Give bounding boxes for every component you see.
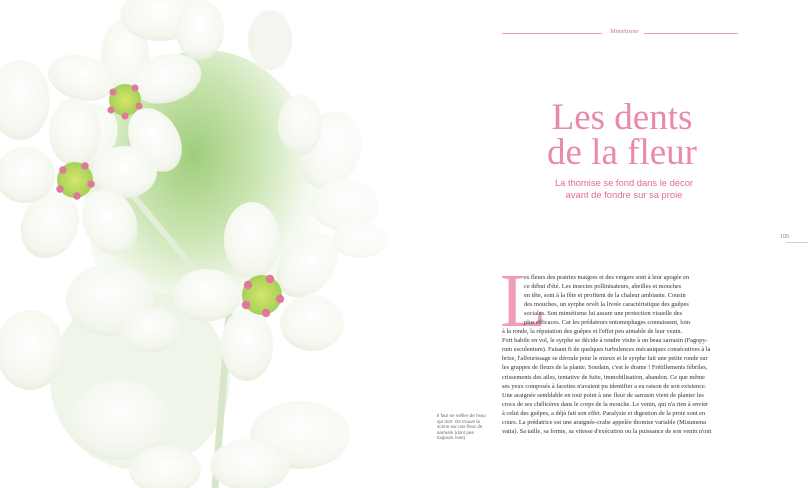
article-subtitle: [524, 177, 724, 200]
rubric-label: Mimétisme: [610, 28, 639, 35]
subtitle-line-2: avant de fondre sur sa proie: [565, 188, 683, 200]
rubric-rule-left: [502, 33, 602, 34]
body-line: des mouches, un syrphe revêt la livrée caractéristique des guêpes: [524, 301, 689, 309]
body-line: ce début d'été. Les insectes pollinisateurs, abeilles et mouches: [524, 283, 682, 291]
body-line: crocs de ses chélicères dans le corps de la mouche. Le venin, qui n'a rien à envier: [502, 400, 709, 408]
body-line: cours. La prédatrice est une araignée-crabe appelée thomise variable (Misumena: [502, 418, 706, 426]
body-line: à la ronde, la réputation des guêpes et l'effet peu aimable de leur venin.: [502, 328, 683, 336]
body-line: brise, l'alfeurissage se déroule pour le mieux et le syrphe fait une petite ronde sur: [502, 355, 708, 363]
title-line-2: de la fleur: [547, 132, 697, 173]
body-line: plus efficaces. Car les prédateurs entomophages connaissent, loin: [524, 319, 691, 327]
page-number-rule: [786, 242, 808, 243]
body-line: Fort habile en vol, le syrphe se décide à rendre visite à un beau sarrasin (Fagopy-: [502, 337, 708, 345]
article-body: [502, 273, 767, 436]
rubric-rule-right: [644, 33, 738, 34]
body-line: ses yeux composés à facettes n'avaient pu identifier a eu raison de son existence.: [502, 382, 707, 390]
section-rubric: [502, 28, 738, 40]
body-line: les grappes de fleurs de la plante. Soudain, c'est le drame ! Frétillements fébriles,: [502, 364, 708, 372]
body-line: à celui des guêpes, a déjà fait son effet. Paralysie et digestion de la proie sont en: [502, 409, 706, 417]
title-line-1: Les dents: [551, 97, 693, 138]
subtitle-line-1: La thomise se fond dans le décor: [554, 177, 694, 188]
body-line: vatia). Sa taille, sa forme, sa vitesse d'exécution ou la puissance de son venin n'ont: [502, 427, 712, 435]
drop-cap: L: [500, 259, 547, 343]
body-line: rum esculentum). Faisant fi de quelques turbulences mécaniques consécutives à la: [502, 346, 711, 354]
photo-caption: Il faut se méfier de l'eau qui dort. On trouve la scène sur une fleur de sarrasin (dont pas toujours rose).: [437, 413, 486, 441]
body-line: Une araignée semblable en tout point à une fleur de sarrasin vient de planter les: [502, 391, 704, 399]
body-line: es fleurs des prairies maigres et des vergers sont à leur apogée en: [524, 274, 690, 281]
page-number: 105: [780, 234, 790, 240]
body-line: crissements des ailes, tentative de fuite, immobilisation, abandon. Ce que même: [502, 373, 705, 381]
body-line: sociales. Son mimétisme lui assure une protection visuelle des: [524, 310, 683, 318]
article-title: [520, 97, 724, 173]
body-line: en tête, sont à la fête et profitent de la chaleur ambiante. Cousin: [524, 292, 686, 300]
